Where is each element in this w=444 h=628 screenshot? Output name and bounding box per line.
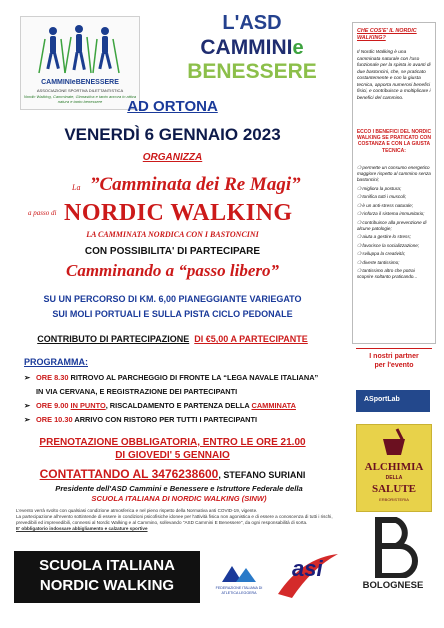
programma-row [24, 399, 344, 413]
cammini-word: CAMMINI [200, 36, 293, 59]
arrow-bullet-icon: ➢ [24, 373, 31, 382]
booking-notice [0, 436, 345, 462]
partners-heading [352, 352, 436, 370]
logo-name: CAMMINIeBENESSERE [41, 79, 119, 86]
programma-row [24, 413, 344, 427]
a-passo-label: a passo di [28, 209, 57, 217]
partners-line-2: per l'evento [374, 362, 414, 369]
list-item: ❍ tonifica tutti i muscoli; [357, 194, 407, 200]
bolognese-b-icon [348, 516, 438, 578]
programma-highlight: IN PUNTO [70, 401, 106, 410]
sinw-logo [14, 551, 200, 603]
asi-text: asi [292, 556, 323, 581]
benefits-list [357, 165, 431, 283]
walkers-icon [31, 21, 129, 79]
list-item: ❍ contribuisce alla prevenzione di alcune patologie; [357, 219, 427, 231]
organizza-label: ORGANIZZA [142, 152, 203, 163]
asd-heading: L'ASD [222, 12, 282, 34]
asi-logo [272, 546, 344, 608]
asportlab-logo [356, 390, 430, 412]
location: AD ORTONA [127, 98, 218, 115]
asportlab-text: ASportLab [364, 396, 400, 403]
list-item: ❍ sviluppa la creatività; [357, 251, 406, 257]
programma-text: RITROVO AL PARCHEGGIO DI FRONTE LA “LEGA NAVALE ITALIANA” [70, 373, 319, 382]
fidal-icon [212, 562, 266, 584]
bolognese-logo [348, 516, 438, 602]
list-item: ❍ diverte tantissimo; [357, 259, 400, 265]
benessere-heading: BENESSERE [187, 60, 317, 83]
programma-highlight: CAMMINATA [251, 401, 296, 410]
la-label: La [72, 183, 81, 192]
contact-phone: CONTATTANDO AL 3476238600 [39, 467, 219, 481]
programma-time: ORE 9.00 [36, 401, 69, 410]
presidente-text [14, 484, 344, 504]
route-line-1: SU UN PERCORSO DI KM. 6,00 PIANEGGIANTE VARIEGATO [43, 294, 302, 304]
fidal-text: FEDERAZIONE ITALIANA DI ATLETICA LEGGERA [215, 586, 263, 595]
disclaimer-p1: L'evento verrà svolto con qualsiasi condizione atmosferica e nel pieno rispetto della Normativa anti COVID-19, vigente. [16, 508, 258, 513]
list-item: ❍ aiuta a gestire lo stress; [357, 234, 411, 240]
info-question: CHE COS'E' IL NORDIC WALKING? [357, 28, 417, 41]
route-description [0, 292, 345, 322]
sinw-line-1: SCUOLA ITALIANA [39, 557, 175, 574]
nordic-walking-title: NORDIC WALKING [64, 200, 293, 226]
alchimia-word-4: ERBORISTERIA [379, 497, 409, 502]
fee-label: CONTRIBUTO DI PARTECIPAZIONE [37, 334, 190, 344]
cammini-heading [152, 36, 352, 60]
programma-text: , RISCALDAMENTO E PARTENZA DELLA [105, 401, 250, 410]
logo-subtitle: ASSOCIAZIONE SPORTIVA DILETTANTISTICA [36, 88, 124, 93]
mortar-icon [357, 425, 431, 461]
list-item: ❍ è un anti-stress naturale; [357, 202, 413, 208]
benefits-title: ECCO I BENEFICI DEL NORDIC WALKING SE PRATICATO CON COSTANZA E CON LA GIUSTA TECNICA: [356, 129, 432, 154]
programma-title: PROGRAMMA: [24, 357, 88, 367]
contact-line [0, 467, 345, 481]
list-item: ❍ rinforza il sistema immunitario; [357, 211, 425, 217]
route-line-2: SUI MOLI PORTUALI E SULLA PISTA CICLO PEDONALE [52, 309, 293, 319]
event-date: VENERDÌ 6 GENNAIO 2023 [64, 125, 281, 144]
presidente-line-2: SCUOLA ITALIANA DI NORDIC WALKING (SINW) [91, 494, 267, 503]
programma-list [24, 371, 344, 427]
programma-time: ORE 8.30 [36, 373, 69, 382]
programma-time: ORE 10.30 [36, 415, 73, 424]
arrow-bullet-icon: ➢ [24, 401, 31, 410]
alchimia-word-1: ALCHIMIA [364, 461, 424, 473]
presidente-line-1: Presidente dell'ASD Cammini e Benessere e Istruttore Federale della [55, 484, 303, 493]
booking-line-1: PRENOTAZIONE OBBLIGATORIA, ENTRO LE ORE 21.00 [39, 437, 306, 448]
association-logo [20, 16, 140, 110]
disclaimer [16, 508, 344, 532]
booking-line-2: DI GIOVEDI' 5 GENNAIO [115, 450, 230, 461]
disclaimer-p2: La partecipazione all'evento sottintende di essere in condizioni psicofisiche idonee per l'attività fisica non agonistica e di essere a conoscenza di tutti i rischi, prevedibili ed imprevedibili, connessi al Nordic Walking e al Cammino, sollevando "ASD Cammini E Benessere", da ogni responsabilità di sorta. [16, 514, 333, 525]
list-item: ❍ tantissimo altro che potrai scoprire soltanto praticando... [357, 268, 418, 280]
partners-line-1: I nostri partner [369, 353, 419, 360]
programma-row-continued: IN VIA CERVANA, E REGISTRAZIONE DEI PARTECIPANTI [36, 387, 238, 396]
programma-row [24, 371, 344, 385]
fidal-logo [212, 562, 266, 596]
event-title: ”Camminata dei Re Magi” [90, 174, 301, 195]
partner-divider [356, 348, 432, 349]
programma-text: ARRIVO CON RISTORO PER TUTTI I PARTECIPANTI [74, 415, 258, 424]
bolognese-text: BOLOGNESE [362, 580, 424, 591]
arrow-bullet-icon: ➢ [24, 415, 31, 424]
nordic-walking-info-box [352, 22, 436, 344]
passo-libero-title: Camminando a “passo libero” [65, 261, 279, 280]
sinw-line-2: NORDIC WALKING [39, 577, 175, 594]
e-letter: e [292, 37, 304, 59]
alchimia-logo [356, 424, 432, 512]
info-paragraph: Il Nordic Walking è una camminata naturale con l'uso funzionale per la spinta in avanti di due bastoncini, che, se praticato costantemente e con la giusta tecnica, apporta numerosi benefici fisici, e contribuisce a moltiplicare i benefici del cammino. [357, 50, 431, 101]
possibilita-text: CON POSSIBILITA' DI PARTECIPARE [84, 246, 261, 257]
alchimia-word-2: DELLA [385, 475, 403, 481]
alchimia-word-3: SALUTE [371, 483, 417, 495]
fee-value: DI €5,00 A PARTECIPANTE [194, 334, 308, 344]
bastoncini-subtitle: LA CAMMINATA NORDICA CON I BASTONCINI [86, 230, 259, 239]
disclaimer-p3: E' obbligatorio indossare abbigliamento e calzature sportive [16, 526, 148, 531]
list-item: ❍ migliora la postura; [357, 185, 402, 191]
list-item: ❍ favorisce la socializzazione; [357, 242, 420, 248]
list-item: ❍ permette un consumo energetico maggiore rispetto al cammino senza bastoncini; [357, 165, 431, 183]
fee-line [0, 334, 345, 344]
contact-name: , STEFANO SURIANI [218, 470, 306, 480]
logo-tagline: Nordic Walking, Camminate, Ginnastica e tanto ancora in attiva natura e tanto benessere [23, 94, 137, 104]
